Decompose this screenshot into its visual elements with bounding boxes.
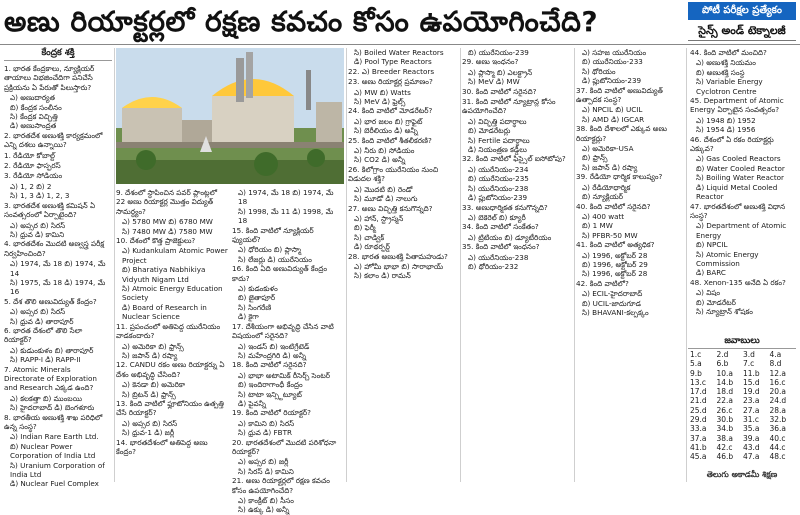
option-text: సి) కలాం డి) రామన్ — [354, 271, 411, 281]
answer-key-cell: 15.d — [743, 377, 760, 387]
option-text: సి) 1954 డి) 1956 — [696, 125, 756, 135]
question-text: 32. కింది వాటిలో ఫిస్సైల్ ఐసోటోపు? — [462, 154, 566, 164]
option-text: ఎ) కాంక్రీట్ బి) సీసం — [238, 496, 294, 505]
option-text: సి) Uranium Corporation of India Ltd — [10, 460, 105, 480]
answer-key-cell: 48.c — [769, 452, 786, 462]
question-text: 2. భారతదేశ అణుశక్తి కార్యక్రమంలో ఎన్ని దశలు ఉన్నాయి? — [4, 130, 103, 150]
option-text: సి) జపాన్ డి) రష్యా — [122, 350, 178, 360]
answer-key-cell: 22.a — [716, 396, 734, 406]
option-text: సి) Variable Energy Cyclotron Centre — [696, 77, 763, 96]
option-text: బి) NPCIL — [696, 240, 728, 250]
option-text: బి) థోరియం-232 — [468, 261, 519, 271]
option-text: ఎ) కెనడా బి) అమెరికా — [122, 380, 186, 390]
question-text: 37. కింది వాటిలో అణువిద్యుత్ ఉత్పాదక సంస్థ? — [576, 85, 663, 105]
option-text: ఎ) అమెరికా-USA — [582, 144, 634, 154]
question-text: 40. కింది వాటిలో సరైనది? — [576, 201, 651, 211]
option-text: ఎ) అమెరికా బి) ఫ్రాన్స్ — [122, 341, 184, 351]
answer-key-cell: 29.d — [690, 415, 707, 425]
answer-key-row — [690, 369, 796, 378]
answer-key-cell: 19.d — [743, 387, 760, 397]
question-text: 34. కింది వాటిలో సంకేతం? — [462, 222, 539, 232]
question-text: 9. దేశంలో స్థాపించిన పవర్ ప్లాంట్లలో 22 అణు రియాక్టర్ల మొత్తం విద్యుత్ సామర్థ్యం? — [116, 188, 217, 216]
nuclear-plant-photo — [116, 48, 344, 184]
answer-key-cell: 37.a — [690, 433, 707, 443]
option-text: సి) Boiling Water Reactor — [696, 173, 785, 183]
answer-key-cell: 8.d — [769, 359, 782, 369]
option-text: బి) 1996, అక్టోబర్ 29 — [582, 259, 648, 269]
option-text: ఎ) భాభా అటామిక్ రీసెర్చ్ సెంటర్ — [238, 370, 331, 380]
option-text: సి) Fertile పదార్థాలు — [468, 135, 530, 145]
column-7 — [690, 48, 796, 332]
option-text: ఎ) 1974, మే 18 బి) 1974, మే 18 — [238, 188, 334, 207]
option-text: ఎ) అప్సర బి) సిరస్ — [122, 418, 178, 428]
option-text: సి) 1, 3 డి) 1, 2, 3 — [10, 191, 70, 201]
option-text: సి) Boiled Water Reactors — [354, 48, 444, 57]
option-text: ఎ) భార జలం బి) గ్రాఫైట్ — [354, 116, 423, 126]
question-text: 33. అణుధార్మికత కనుగొన్నది? — [462, 202, 548, 212]
question-text: 21. అణు రియాక్టర్లలో రక్షణ కవచం కోసం ఉపయోగించేది? — [232, 476, 330, 495]
answer-key-cell: 11.b — [743, 368, 760, 378]
option-text: బి) మోడరేటర్ — [696, 297, 736, 307]
option-text: బి) UCIL-జాదుగూడ — [582, 298, 641, 308]
question-text: 38. కింది దేశాలలో ఎక్కువ అణు రియాక్టర్లు? — [576, 124, 667, 143]
option-text: ఎ) మొదటి బి) రెండో — [354, 184, 413, 194]
option-text: బి) ఇందిరాగాంధీ కేంద్రం — [238, 380, 303, 390]
column-divider — [114, 48, 115, 482]
answer-key-cell: 24.d — [769, 396, 787, 406]
option-text: ఎ) 400 watt — [582, 211, 625, 221]
question-text: 46. దేశంలో ఏ రకం రియాక్టర్లు ఎక్కువ? — [690, 134, 774, 154]
option-text: ఎ) యురేనియం-238 — [468, 252, 529, 262]
question-text: 14. భారతదేశంలో అతిపెద్ద అణు కేంద్రం? — [116, 437, 208, 456]
option-text: ఎ) 1948 బి) 1952 — [696, 115, 756, 125]
option-text: ఎ) హాన్, స్ట్రాస్మన్ — [354, 213, 404, 223]
option-text: ఎ) 5780 MW బి) 6780 MW — [122, 217, 213, 227]
option-text: డి) BARC — [696, 268, 726, 278]
option-text: ఎ) ప్లాస్మా బి) ఎలక్ట్రాన్ — [468, 67, 533, 77]
answer-key-cell: 13.c — [690, 377, 707, 387]
option-text: బి) 1 MW — [582, 221, 613, 231]
option-text: ఎ) బెకెరెల్ బి) క్యూరీ — [468, 212, 526, 222]
option-text: బి) Nuclear Power Corporation of India Ltd — [10, 441, 96, 461]
option-text: ఎ) కుడుంకుళం బి) తారాపూర్ — [10, 345, 94, 355]
option-text: డి) Board of Research in Nuclear Science — [122, 302, 207, 322]
option-text: ఎ) అణుశక్తి నియమం — [696, 58, 756, 68]
question-text: 18. కింది వాటిలో సరైనది? — [232, 360, 307, 370]
option-text: డి) పైవన్నీ — [238, 398, 267, 408]
column-divider — [574, 48, 575, 482]
answer-key-cell: 39.a — [743, 433, 760, 443]
section-tag: పోటీ పరీక్షల ప్రత్యేకం — [688, 2, 796, 20]
question-text: 2. రేడియో ఫాస్ఫరస్ — [4, 161, 61, 171]
option-text: ఎ) నీరు బి) సోడియం — [354, 146, 415, 156]
option-text: సి) సింగరేణి — [238, 302, 272, 312]
question-text: 3. రేడియో సోడియం — [4, 171, 63, 181]
answer-key-row — [690, 406, 796, 415]
question-text: 22. ఎ) Breeder Reactors — [348, 66, 435, 76]
option-text: సి) సిరస్ డి) కామిని — [238, 466, 294, 476]
option-text: సి) CO2 డి) అన్నీ — [354, 155, 406, 165]
option-text: డి) రూథర్ఫర్డ్ — [354, 242, 390, 252]
option-text: ఎ) ECIL-హైదరాబాద్ — [582, 289, 643, 299]
question-text: 8. భారతీయ అణుశక్తి శాఖ పరిధిలో ఉన్న సంస్థ? — [4, 412, 103, 432]
question-text: 30. కింది వాటిలో సరైనది? — [462, 86, 537, 96]
question-text: 4. భారతదేశం మొదటి అణ్వస్త్ర పరీక్ష నిర్వహించింది? — [4, 239, 105, 258]
answer-key-row — [690, 452, 796, 461]
option-text: సి) ధ్రువ-1 డి) జర్లీ — [122, 428, 175, 438]
answer-key-cell: 45.a — [690, 452, 707, 462]
answer-key-cell: 3.d — [743, 350, 755, 359]
answer-key-cell: 38.a — [716, 433, 734, 443]
option-text: సి) ఉక్కు డి) అన్నీ — [238, 505, 290, 515]
option-text: ఎ) Department of Atomic Energy — [696, 221, 787, 240]
answer-key-cell: 32.b — [769, 415, 787, 425]
question-text: 44. కింది వాటిలో మంచిది? — [690, 48, 767, 57]
question-text: 15. కింది వాటిలో న్యూక్లియర్ ఫ్యుయల్? — [232, 225, 314, 245]
question-text: 7. Atomic Minerals Directorate of Exploration and Research ఎక్కడ ఉంది? — [4, 364, 97, 393]
column-1 — [4, 64, 112, 489]
option-text: సి) MeV డి) ఫ్రెల్స్ — [354, 97, 406, 107]
question-text: 13. కింది వాటిలో ఫ్లూటోనియం ఉత్పత్తి చేసే రియాక్టర్? — [116, 398, 224, 418]
answer-key-cell: 47.a — [743, 452, 760, 462]
answer-key-row — [690, 396, 796, 405]
answer-key-cell: 1.c — [690, 350, 702, 359]
option-text: సి) Atmoic Energy Education Society — [122, 284, 223, 303]
answer-key-table — [690, 350, 796, 462]
answer-key-cell: 10.a — [716, 368, 734, 378]
option-text: డి) Liquid Metal Cooled Reactor — [696, 182, 778, 202]
option-text: సి) AMD డి) IGCAR — [582, 114, 645, 124]
answer-key-cell: 34.b — [716, 424, 734, 434]
answer-key-title: జవాబులు — [688, 336, 796, 349]
answer-key-cell: 7.c — [743, 359, 755, 369]
question-text: 3. భారతదేశ అణుశక్తి కమిషన్ ఏ సంవత్సరంలో ఏర్పాటైంది? — [4, 200, 96, 220]
answer-key-cell: 42.c — [716, 442, 733, 452]
option-text: సి) హైదరాబాద్ డి) బెంగళూరు — [10, 403, 95, 413]
option-text: ఎ) ధోరియం బి) ప్లాస్మా — [238, 245, 301, 255]
answer-key-cell: 30.b — [716, 415, 734, 425]
option-text: సి) MeV డి) MW — [468, 77, 520, 87]
answer-key-cell: 20.a — [769, 387, 787, 397]
option-text: ఎ) కలకత్తా బి) ముంబయి — [10, 393, 82, 403]
answer-key-cell: 6.b — [716, 359, 729, 369]
option-text: ఎ) కుడంకుళం — [238, 284, 278, 294]
option-text: సి) థోరియం — [582, 66, 616, 76]
answer-key-cell: 31.c — [743, 415, 760, 425]
question-text: 1. భారత కేంద్రకాలు, న్యూక్లియర్ తాయాలు విభజించేదిగా పనిచేసే ప్రక్రియను ఏ పేరుతో పిలుస్తారు? — [4, 64, 95, 92]
answer-key-cell: 4.a — [769, 350, 782, 359]
option-text: సి) కేంద్రక విచ్ఛిత్తి — [10, 112, 58, 122]
question-text: 27. అణు విచ్ఛిత్తి కనుగొన్నది? — [348, 203, 433, 213]
question-text: 26. కిలోగ్రాం యురేనియం నుంచి విడుదల శక్తి? — [348, 164, 439, 184]
option-text: ఎ) 1996, అక్టోబర్ 28 — [582, 250, 648, 260]
answer-key-cell: 28.a — [769, 405, 787, 415]
column-4 — [348, 48, 458, 482]
option-text: డి) ప్లుటోనియం-239 — [468, 193, 528, 203]
question-text: 31. కింది వాటిలో న్యూట్రాన్ల కోసం ఉపయోగించేది? — [462, 97, 556, 116]
topic-byline: కేంద్రక శక్తి — [4, 48, 112, 61]
column-2 — [116, 188, 228, 482]
option-text: ఎ) అప్సర బి) సిరస్ — [10, 220, 66, 230]
option-text: ఎ) MW బి) Watts — [354, 87, 411, 97]
answer-key-cell: 18.d — [716, 387, 734, 397]
option-text: సి) చాడ్విక్ — [354, 232, 385, 242]
question-text: 25. కింది వాటిలో శీతలీకరణి? — [348, 135, 432, 145]
question-text: 45. Department of Atomic Energy ఏర్పాటైన సంవత్సరం? — [690, 96, 784, 115]
question-text: 48. Xenon-135 అనేది ఏ రకం? — [690, 277, 786, 287]
question-text: 10. దేశంలో కొత్త ప్రాజెక్టులు? — [116, 236, 196, 246]
column-divider — [686, 48, 687, 482]
answer-key-cell: 35.a — [743, 424, 760, 434]
option-text: సి) ధ్రువ డి) FBTR — [238, 428, 292, 438]
answer-key-row — [690, 350, 796, 359]
option-text: బి) మోడరేటర్లు — [468, 126, 511, 136]
question-text: 12. CANDU రకం అణు రియాక్టర్ను ఏ దేశం అభివృద్ధి చేసింది? — [116, 360, 225, 379]
option-text: సి) ధ్రువ డి) తారాపూర్ — [10, 316, 74, 326]
question-text: 11. ప్రపంచంలో అతిపెద్ద యురేనియం వాడకందారు? — [116, 321, 221, 341]
answer-key-cell: 27.a — [743, 405, 760, 415]
question-text: 19. కింది వాటిలో రియాక్టర్? — [232, 408, 311, 418]
answer-key-cell: 2.d — [716, 350, 729, 359]
option-text: సి) మూడో డి) నాలుగు — [354, 194, 418, 204]
question-text: 23. అణు రియాక్టర్ల ప్రమాణం? — [348, 77, 433, 87]
answer-key-cell: 43.d — [743, 442, 760, 452]
option-text: ఎ) 1974, మే 18 బి) 1974, మే 14 — [10, 259, 106, 278]
question-text: 20. భారతదేశంలో మొదటి పరిశోధనా రియాక్టర్? — [232, 437, 337, 456]
question-text: 5. దేశ తొలి అణువిద్యుత్ కేంద్రం? — [4, 296, 97, 306]
question-text: 35. కింది వాటిలో ఇంధనం? — [462, 242, 540, 252]
option-text: సి) BHAVANI-కల్పక్కం — [582, 307, 649, 317]
question-text: 42. కింది వాటిలో? — [576, 278, 629, 288]
option-text: బి) యురేనియం-235 — [468, 174, 529, 184]
question-text: 29. అణు ఇంధనం? — [462, 57, 519, 67]
option-text: సి) టాటా ఇన్స్టిట్యూట్ — [238, 389, 302, 399]
option-text: బి) న్యూక్లియర్ — [582, 192, 624, 202]
answer-key-cell: 23.a — [743, 396, 760, 406]
answer-key-cell: 36.a — [769, 424, 787, 434]
answer-key-cell: 21.d — [690, 396, 707, 406]
question-text: 24. కింది వాటిలో మోడరేటర్? — [348, 106, 433, 116]
option-text: సి) బ్రిటన్ డి) ఫ్రాన్స్ — [122, 389, 176, 399]
option-text: ఎ) యురేనియం-234 — [468, 164, 529, 174]
answer-key-cell: 5.a — [690, 359, 702, 369]
option-text: బి) యురేనియం-239 — [468, 48, 529, 57]
option-text: ఎ) అప్సర బి) సిరస్ — [10, 307, 66, 317]
option-text: ఎ) విచ్ఛిత్తి పదార్థాలు — [468, 116, 527, 126]
column-3 — [232, 188, 344, 515]
question-text: 17. దేశీయంగా అభివృద్ధి చేసిన వాటి విషయంలో సరైనది? — [232, 321, 334, 341]
question-text: 41. కింది వాటిలో అత్యధిక? — [576, 240, 655, 250]
answer-key-row — [690, 434, 796, 443]
option-text: ఎ) ఇండస్ బి) ఇంటిగ్రేటెడ్ — [238, 341, 310, 351]
answer-key-cell: 17.d — [690, 387, 707, 397]
section-subtag: సైన్స్ అండ్ టెక్నాలజీ — [688, 22, 796, 41]
answer-key-cell: 14.b — [716, 377, 734, 387]
option-text: సి) బెరీలియం డి) అన్నీ — [354, 126, 418, 136]
answer-key-cell: 46.b — [716, 452, 734, 462]
option-text: సి) లేజర్లు డి) యురేనియం — [238, 254, 312, 264]
option-text: ఎ) అప్సర బి) జర్లీ — [238, 457, 289, 467]
answer-key-row — [690, 387, 796, 396]
option-text: సి) న్యూట్రాన్ శోషకం — [696, 306, 753, 316]
answer-key-cell: 40.c — [769, 433, 786, 443]
option-text: బి) కేంద్రక సంలీనం — [10, 102, 62, 112]
option-text: బి) అణుశక్తి సంస్థ — [696, 67, 745, 77]
answer-key-cell: 44.c — [769, 442, 786, 452]
question-text: 39. రేడియో ధార్మిక కాలుష్యం? — [576, 172, 663, 182]
option-text: సి) 7480 MW డి) 7580 MW — [122, 226, 213, 236]
answer-key-cell: 26.c — [716, 405, 733, 415]
column-divider — [346, 48, 347, 482]
question-text: 28. భారత అణుశక్తి పితామహుడు? — [348, 251, 448, 261]
option-text: ఎ) Indian Rare Earth Ltd. — [10, 432, 99, 442]
answer-key-row — [690, 415, 796, 424]
column-divider — [460, 48, 461, 482]
nuclear-plant-illustration — [116, 48, 344, 184]
option-text: సి) PFBR-50 MW — [582, 230, 638, 240]
option-text: బి) ఫెర్మీ — [354, 223, 376, 233]
option-text: ఎ) Kudankulam Atomic Power Project — [122, 246, 228, 265]
footer-brand: తెలుగు అకాడమీ శిక్షణ — [706, 470, 778, 479]
option-text: ఎ) రేడియోధార్మిక — [582, 182, 631, 192]
option-text: డి) Nuclear Fuel Complex — [10, 479, 99, 489]
answer-key-cell: 9.b — [690, 368, 702, 378]
option-text: సి) యురేనియం-238 — [468, 183, 529, 193]
question-text: 47. భారతదేశంలో అణుశక్తి విధాన సంస్థ? — [690, 201, 786, 220]
question-text: 16. కింది ఏది అణువిద్యుత్ కేంద్రం కాదు? — [232, 264, 327, 283]
answer-key-row — [690, 443, 796, 452]
option-text: డి) Pool Type Reactors — [354, 57, 432, 67]
option-text: బి) Water Cooled Reactor — [696, 163, 785, 173]
answer-key-cell: 41.b — [690, 442, 707, 452]
answer-key-row — [690, 359, 796, 368]
answer-key-cell: 12.a — [769, 368, 787, 378]
question-text: 6. భారత దేశంలో తొలి సేలా రియాక్టర్? — [4, 325, 83, 345]
option-text: సి) Atomic Energy Commission — [696, 249, 759, 268]
option-text: ఎ) NPCIL బి) UCIL — [582, 105, 643, 115]
option-text: ఎ) Gas Cooled Reactors — [696, 154, 781, 164]
option-text: ఎ) సహజ యురేనియం — [582, 48, 647, 57]
option-text: సి) 1996, అక్టోబర్ 28 — [582, 269, 648, 279]
answer-key-cell: 33.a — [690, 424, 707, 434]
column-5 — [462, 48, 572, 482]
option-text: సి) జపాన్ డి) రష్యా — [582, 162, 638, 172]
option-text: బి) యురేనియం-233 — [582, 57, 643, 67]
option-text: బి) ఫ్రాన్స్ — [582, 153, 608, 163]
option-text: సి) 1998, మే 11 డి) 1998, మే 18 — [238, 206, 334, 226]
option-text: డి) కైగా — [238, 312, 259, 322]
page-headline: అణు రియాక్టర్లలో రక్షణ కవచం కోసం ఉపయోగించేది? — [4, 5, 599, 38]
option-text: బి) Bharatiya Nabhikiya Vidyuth Nigam Ltd — [122, 265, 206, 284]
option-text: ఎ) అణుదార్యత — [10, 93, 55, 103]
option-text: ఎ) కామిని బి) సిరస్ — [238, 418, 295, 428]
answer-key-row — [690, 424, 796, 433]
header-divider — [0, 44, 800, 45]
answer-key-row — [690, 378, 796, 387]
option-text: బి) జైతాపూర్ — [238, 293, 276, 303]
question-text: 1. రేడియో కోబాల్ట్ — [4, 150, 55, 160]
option-text: ఎ) 1, 2 బి) 2 — [10, 181, 52, 191]
answer-key-cell: 25.d — [690, 405, 707, 415]
option-text: సి) 1975, మే 18 డి) 1974, మే 16 — [10, 277, 106, 297]
option-text: డి) అణుసాంద్రత — [10, 121, 57, 131]
answer-key-cell: 16.c — [769, 377, 786, 387]
option-text: డి) నియంత్రణ కడ్డీలు — [468, 145, 527, 155]
column-6 — [576, 48, 684, 482]
option-text: ఎ) విషం — [696, 288, 721, 298]
option-text: సి) RAPP-I డి) RAPP-II — [10, 355, 81, 365]
option-text: సి) ధ్రువ డి) కామిని — [10, 229, 65, 239]
option-text: డి) ప్లుటోనియం-239 — [582, 76, 642, 86]
option-text: సి) మహేంద్రగిరి డి) అన్నీ — [238, 350, 307, 360]
option-text: ఎ) హోమీ భాభా బి) సారాభాయ్ — [354, 261, 444, 271]
option-text: ఎ) ట్రిటియం బి) డ్యూటీరియం — [468, 232, 552, 242]
